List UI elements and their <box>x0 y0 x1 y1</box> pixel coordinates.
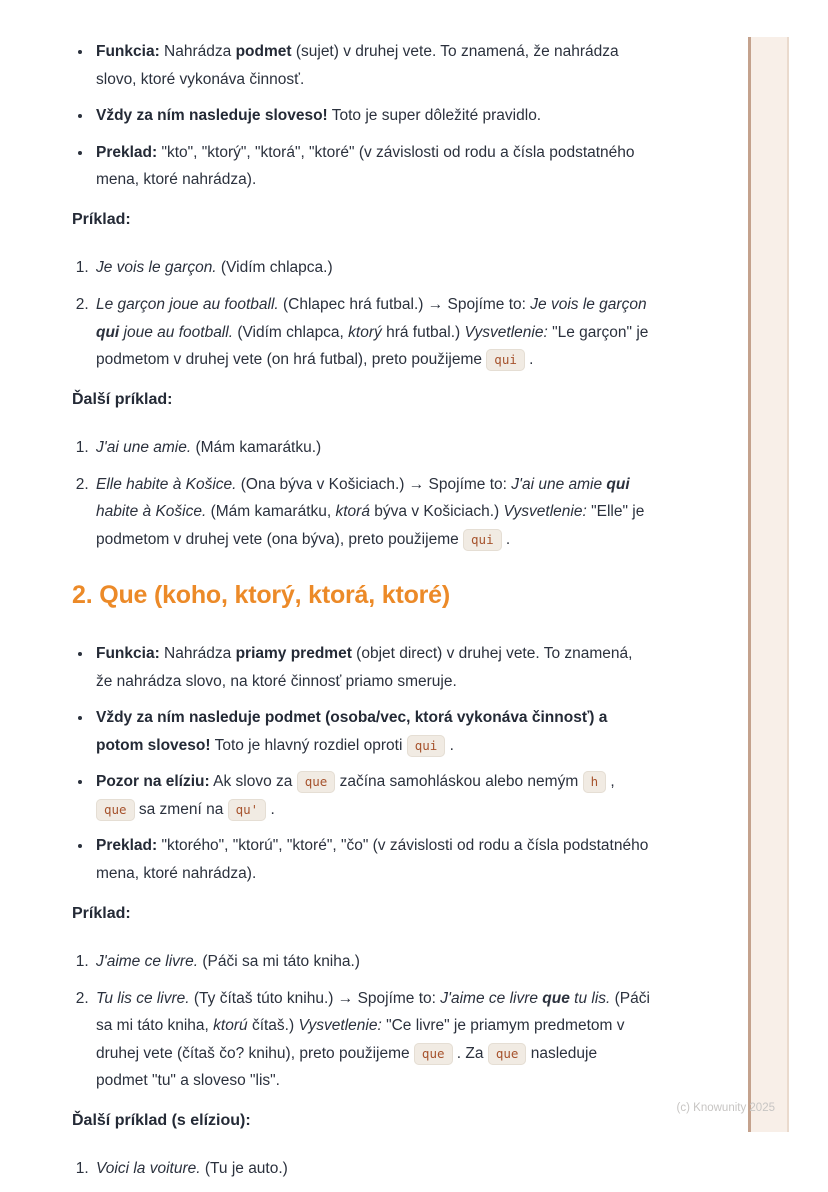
text-segment: (Ona býva v Košiciach.) → Spojíme to: <box>236 475 512 493</box>
text-segment: sa zmení na <box>134 800 228 818</box>
text-segment: Ak slovo za <box>209 773 297 791</box>
text-segment: (Chlapec hrá futbal.) → Spojíme to: <box>278 295 531 313</box>
text-segment: Je vois le garçon. <box>96 259 217 277</box>
text-segment: (Mám kamarátku.) <box>191 439 322 457</box>
numbered-list <box>72 254 650 373</box>
text-segment: , <box>606 773 615 791</box>
text-segment: (sujet) v druhej vete. To znamená, že nahrádza slovo, ktoré vykonáva činnosť. <box>96 43 619 88</box>
text-segment: (Tu je auto.) <box>200 1160 288 1178</box>
text-segment: . <box>266 800 275 818</box>
inline-code-chip: qui <box>463 529 502 551</box>
text-segment: tu lis. <box>569 989 611 1007</box>
inline-code-chip: que <box>414 1043 453 1065</box>
text-segment: Vysvetlenie: <box>464 323 548 341</box>
inline-code-chip: que <box>488 1043 527 1065</box>
page-edge-strip <box>748 37 789 1132</box>
text-segment: Vždy za ním nasleduje sloveso! <box>96 107 328 125</box>
text-segment: Preklad: <box>96 837 158 855</box>
inline-code-chip: que <box>96 799 135 821</box>
text-segment: hrá futbal.) <box>381 323 465 341</box>
text-segment: ktorá <box>335 503 370 521</box>
text-segment: Nahrádza <box>159 43 236 60</box>
text-segment: Elle habite à Košice. <box>96 475 237 493</box>
text-segment: nasleduje podmet "tu" a sloveso "lis". <box>96 1044 598 1090</box>
numbered-list <box>72 948 650 1095</box>
list-item <box>93 985 650 1095</box>
text-segment: qui <box>606 475 630 493</box>
text-segment: joue au football. <box>119 323 234 341</box>
section-heading: 2. Que (koho, ktorý, ktorá, ktoré) <box>72 581 451 610</box>
list-item <box>93 640 650 695</box>
text-segment: Vysvetlenie: <box>503 503 587 521</box>
text-segment: (Vidím chlapca.) <box>216 259 333 277</box>
text-segment: J'ai une amie <box>511 475 607 493</box>
list-item <box>93 948 650 976</box>
text-segment: ktorú <box>213 1017 248 1035</box>
text-segment: Le garçon joue au football. <box>96 295 279 313</box>
text-segment: Nahrádza <box>159 644 236 662</box>
document-content <box>72 38 650 1192</box>
watermark: (c) Knowunity 2025 <box>676 1102 775 1114</box>
text-segment: Funkcia: <box>96 43 160 60</box>
subsection-heading: Príklad: <box>72 904 131 922</box>
text-segment: "Le garçon" je podmetom v druhej vete (on hrá futbal), preto použijeme <box>96 323 649 369</box>
text-segment: . <box>524 351 534 369</box>
text-segment: "ktorého", "ktorú", "ktoré", "čo" (v závislosti od rodu a čísla podstatného mena, ktoré nahrádza). <box>96 837 649 882</box>
text-segment: Voici la voiture. <box>96 1160 201 1178</box>
list-item <box>93 1155 650 1183</box>
text-segment: Toto je hlavný rozdiel oproti <box>210 736 407 754</box>
list-item <box>93 832 650 887</box>
list-item <box>93 38 650 93</box>
text-segment: (Vidím chlapca, <box>233 323 349 341</box>
text-segment: (Ty čítaš túto knihu.) → Spojíme to: <box>189 989 441 1007</box>
list-item <box>93 704 650 759</box>
text-segment: priamy predmet <box>235 644 352 662</box>
text-segment: "kto", "ktorý", "ktorá", "ktoré" (v závislosti od rodu a čísla podstatného mena, ktoré nahrádza). <box>96 143 635 189</box>
text-segment: (Páči sa mi táto kniha, <box>96 989 650 1035</box>
text-segment: habite à Košice. <box>96 503 207 521</box>
text-segment: Pozor na elíziu: <box>96 773 210 791</box>
text-segment: (Páči sa mi táto kniha.) <box>198 953 360 971</box>
text-segment: que <box>542 989 570 1007</box>
bullet-list <box>72 38 650 194</box>
numbered-list <box>72 434 650 553</box>
list-item <box>93 471 650 554</box>
list-item <box>93 254 650 282</box>
text-segment: . <box>445 736 454 754</box>
list-item <box>93 291 650 374</box>
subsection-heading: Ďalší príklad (s elíziou): <box>72 1111 251 1129</box>
inline-code-chip: que <box>297 771 336 793</box>
text-segment: začína samohláskou alebo nemým <box>335 773 583 791</box>
text-segment: ktorý <box>348 323 382 341</box>
text-segment: . Za <box>452 1044 488 1062</box>
bullet-list <box>72 640 650 888</box>
text-segment: J'aime ce livre. <box>96 953 199 971</box>
list-item <box>93 434 650 462</box>
inline-code-chip: qui <box>486 349 525 371</box>
inline-code-chip: qui <box>407 735 446 757</box>
text-segment: "Ce livre" je priamym predmetom v druhej vete (čítaš čo? knihu), preto použijeme <box>96 1017 625 1062</box>
text-segment: . <box>501 530 511 548</box>
numbered-list <box>72 1155 650 1183</box>
text-segment: Preklad: <box>96 143 158 161</box>
text-segment: J'ai une amie. <box>96 439 192 457</box>
text-segment: Vždy za ním nasleduje podmet (osoba/vec, ktorá vykonáva činnosť) a potom sloveso! <box>96 709 608 754</box>
text-segment: Tu lis ce livre. <box>96 989 190 1007</box>
text-segment: (objet direct) v druhej vete. To znamená, že nahrádza slovo, na ktoré činnosť priamo smeruje. <box>96 644 633 690</box>
text-segment: Funkcia: <box>96 644 160 662</box>
text-segment: Je vois le garçon <box>530 295 647 313</box>
text-segment: Toto je super dôležité pravidlo. <box>327 107 542 125</box>
text-segment: (Mám kamarátku, <box>206 503 336 521</box>
list-item <box>93 102 650 130</box>
text-segment: qui <box>96 323 120 341</box>
subsection-heading: Príklad: <box>72 210 131 228</box>
text-segment: "Elle" je podmetom v druhej vete (ona býva), preto použijeme <box>96 503 645 548</box>
text-segment: podmet <box>235 43 292 60</box>
list-item <box>93 768 650 823</box>
inline-code-chip: h <box>583 771 607 793</box>
text-segment: čítaš.) <box>247 1017 299 1035</box>
text-segment: býva v Košiciach.) <box>369 503 504 521</box>
text-segment: Vysvetlenie: <box>298 1017 382 1035</box>
subsection-heading: Ďalší príklad: <box>72 390 173 408</box>
text-segment: J'aime ce livre <box>440 989 543 1007</box>
list-item <box>93 139 650 194</box>
inline-code-chip: qu' <box>228 799 267 821</box>
